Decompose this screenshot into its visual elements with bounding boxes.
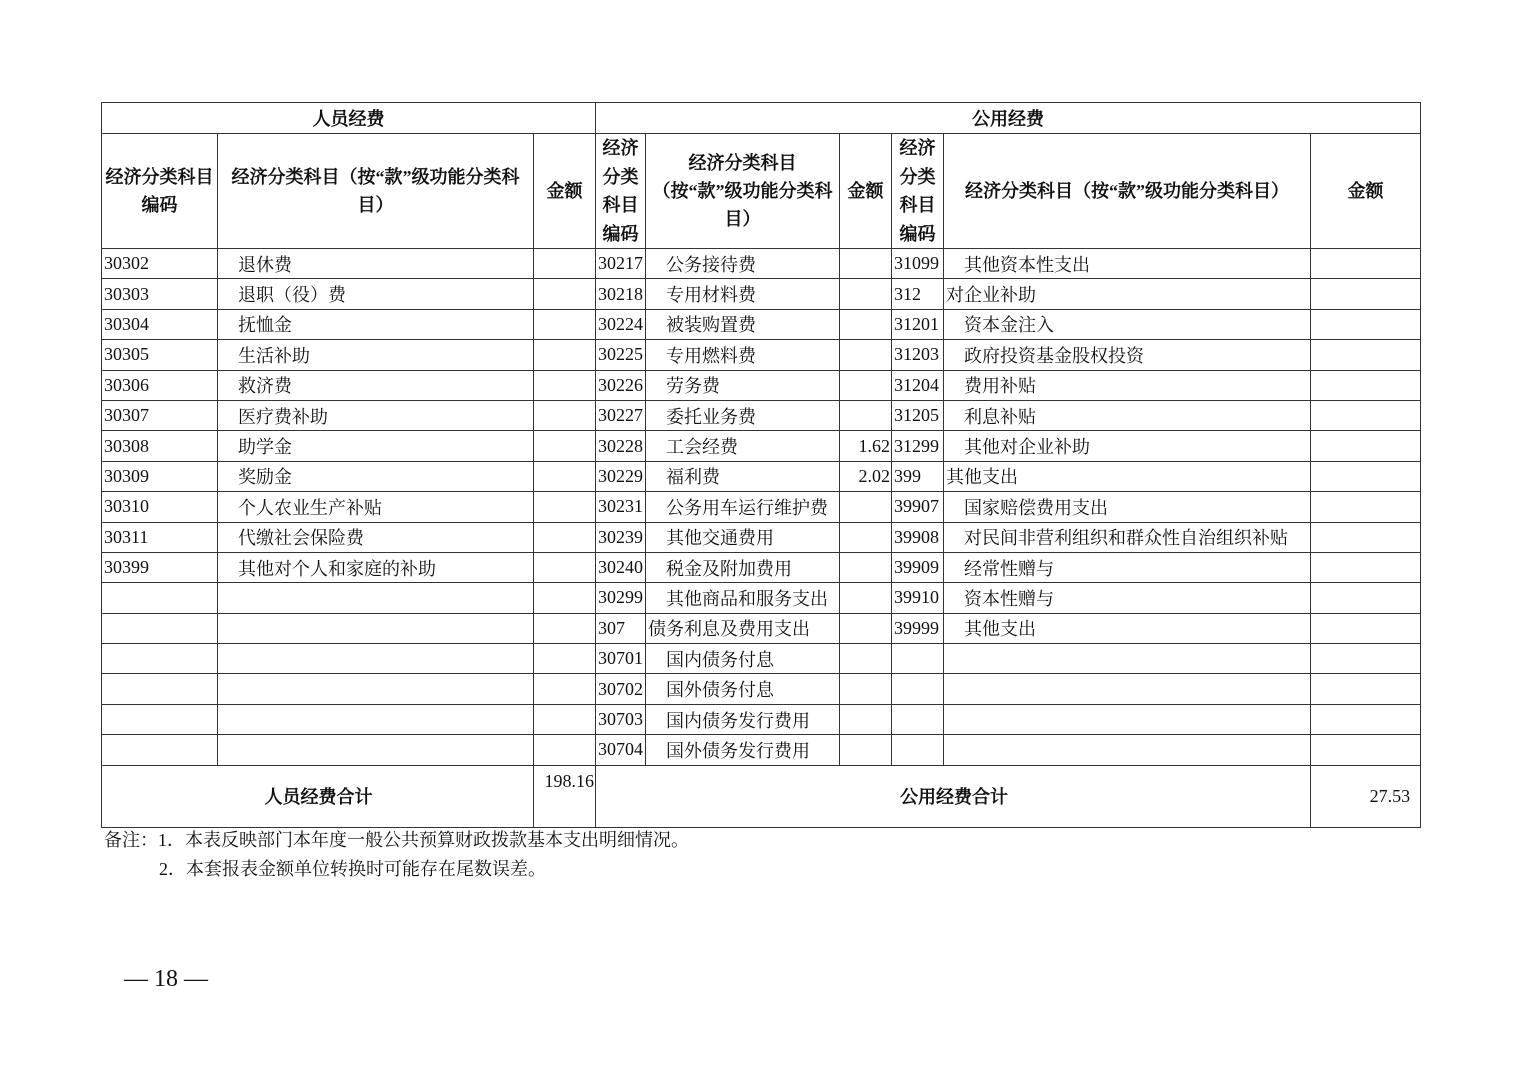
- mid-amount-cell: [840, 370, 892, 400]
- mid-code-cell: 30231: [596, 492, 646, 522]
- table-row: [102, 431, 1421, 461]
- right-amount-cell: [1311, 431, 1421, 461]
- right-code-cell: 39999: [892, 613, 944, 643]
- left-amount-cell: [534, 522, 596, 552]
- note-line-1: 备注：1．本表反映部门本年度一般公共预算财政拨款基本支出明细情况。: [104, 830, 689, 850]
- right-code-cell: 312: [892, 279, 944, 309]
- left-amount-cell: [534, 674, 596, 704]
- right-code-cell: [892, 644, 944, 674]
- right-amount-cell: [1311, 461, 1421, 491]
- left-name-cell-text: 救济费: [238, 376, 292, 397]
- left-name-cell: [218, 583, 534, 613]
- right-amount-cell: [1311, 309, 1421, 339]
- right-amount-cell: [1311, 279, 1421, 309]
- mid-name-cell: [646, 552, 840, 582]
- left-name-cell-text: 退职（役）费: [238, 285, 346, 306]
- right-name-cell-text: 其他资本性支出: [964, 254, 1091, 275]
- left-code-cell: [102, 583, 218, 613]
- right-code-cell: [892, 704, 944, 734]
- mid-amount-cell: [840, 735, 892, 765]
- right-name-cell: [944, 644, 1311, 674]
- mid-name-cell-text: 被装购置费: [666, 315, 757, 336]
- right-code-cell: [892, 674, 944, 704]
- mid-name-cell: [646, 704, 840, 734]
- left-amount-cell: [534, 735, 596, 765]
- left-name-cell: [218, 309, 534, 339]
- left-name-cell-text: 奖励金: [238, 467, 292, 488]
- mid-amount-cell: [840, 583, 892, 613]
- left-code-cell: 30306: [102, 370, 218, 400]
- right-name-cell-text: 政府投资基金股权投资: [964, 345, 1145, 366]
- left-code-cell: 30311: [102, 522, 218, 552]
- mid-name-cell-text: 国外债务付息: [666, 680, 775, 701]
- right-name-cell: [944, 370, 1311, 400]
- mid-code-cell: 30226: [596, 370, 646, 400]
- table-row: [102, 522, 1421, 552]
- left-code-cell: [102, 704, 218, 734]
- mid-code-cell: 30701: [596, 644, 646, 674]
- mid-name-cell-text: 劳务费: [666, 376, 721, 397]
- right-amount-header: 金额: [1311, 134, 1421, 249]
- left-name-cell: [218, 431, 534, 461]
- mid-name-cell-text: 其他交通费用: [666, 528, 775, 549]
- right-code-cell: 31099: [892, 249, 944, 279]
- right-amount-cell: [1311, 674, 1421, 704]
- right-name-cell: [944, 400, 1311, 430]
- mid-name-cell: [646, 309, 840, 339]
- mid-name-cell-text: 专用材料费: [666, 285, 757, 306]
- left-name-cell: [218, 704, 534, 734]
- personnel-total-value: 198.16: [534, 765, 596, 827]
- mid-name-cell-text: 专用燃料费: [666, 345, 757, 366]
- left-code-cell: [102, 613, 218, 643]
- left-name-cell: [218, 644, 534, 674]
- mid-name-cell: [646, 400, 840, 430]
- mid-name-cell-text: 国内债务付息: [666, 649, 775, 670]
- mid-name-cell-text: 国外债务发行费用: [666, 740, 811, 761]
- left-name-cell: [218, 461, 534, 491]
- left-name-cell-text: [220, 709, 238, 729]
- left-name-cell-text: [220, 587, 238, 607]
- right-code-cell: 31204: [892, 370, 944, 400]
- note-line-2: 2．本套报表金额单位转换时可能存在尾数误差。: [159, 859, 546, 879]
- right-name-cell: [944, 583, 1311, 613]
- public-total-label: 公用经费合计: [596, 765, 1311, 827]
- totals-row: [102, 765, 1421, 827]
- table-row: [102, 674, 1421, 704]
- right-name-cell: [944, 552, 1311, 582]
- left-code-cell: 30303: [102, 279, 218, 309]
- right-name-cell: [944, 674, 1311, 704]
- left-name-cell-text: [220, 618, 238, 638]
- left-name-cell: [218, 674, 534, 704]
- mid-code-cell: 30240: [596, 552, 646, 582]
- right-amount-cell: [1311, 735, 1421, 765]
- mid-code-cell: 30218: [596, 279, 646, 309]
- left-amount-cell: [534, 370, 596, 400]
- right-name-cell: 其他支出: [944, 461, 1311, 491]
- left-code-cell: 30304: [102, 309, 218, 339]
- right-name-cell-text: 其他对企业补助: [964, 437, 1091, 458]
- page-number: — 18 —: [124, 966, 208, 992]
- public-section-title: 公用经费: [596, 103, 1421, 134]
- right-amount-cell: [1311, 370, 1421, 400]
- left-name-cell-text: 其他对个人和家庭的补助: [238, 558, 436, 579]
- mid-name-cell: [646, 583, 840, 613]
- left-name-cell: [218, 522, 534, 552]
- left-code-cell: 30309: [102, 461, 218, 491]
- mid-name-cell: 债务利息及费用支出: [646, 613, 840, 643]
- mid-amount-cell: [840, 644, 892, 674]
- right-amount-cell: [1311, 522, 1421, 552]
- left-name-cell-text: 生活补助: [238, 345, 310, 366]
- mid-name-cell: [646, 431, 840, 461]
- left-amount-cell: [534, 552, 596, 582]
- right-code-cell: 39908: [892, 522, 944, 552]
- left-name-cell: [218, 552, 534, 582]
- mid-amount-cell: [840, 279, 892, 309]
- left-name-cell-text: 代缴社会保险费: [238, 528, 364, 549]
- mid-code-cell: 307: [596, 613, 646, 643]
- table-row: [102, 309, 1421, 339]
- right-code-cell: 31203: [892, 340, 944, 370]
- left-name-cell-text: [220, 648, 238, 668]
- right-code-cell: 39909: [892, 552, 944, 582]
- mid-code-cell: 30229: [596, 461, 646, 491]
- table-row: [102, 279, 1421, 309]
- left-name-cell: [218, 735, 534, 765]
- right-name-cell: [944, 340, 1311, 370]
- mid-name-cell: [646, 674, 840, 704]
- mid-name-cell-text: 税金及附加费用: [666, 558, 793, 579]
- table-row: [102, 552, 1421, 582]
- right-code-cell: 31201: [892, 309, 944, 339]
- table-row: [102, 613, 1421, 643]
- mid-amount-header: 金额: [840, 134, 892, 249]
- right-amount-cell: [1311, 340, 1421, 370]
- left-amount-cell: [534, 461, 596, 491]
- left-code-cell: 30399: [102, 552, 218, 582]
- left-code-cell: 30307: [102, 400, 218, 430]
- mid-name-cell: [646, 340, 840, 370]
- mid-name-cell: [646, 735, 840, 765]
- mid-code-cell: 30217: [596, 249, 646, 279]
- right-amount-cell: [1311, 704, 1421, 734]
- left-amount-cell: [534, 279, 596, 309]
- left-amount-cell: [534, 613, 596, 643]
- mid-code-cell: 30704: [596, 735, 646, 765]
- right-name-cell: [944, 735, 1311, 765]
- mid-name-cell-text: 其他商品和服务支出: [666, 588, 829, 609]
- mid-amount-cell: 1.62: [840, 431, 892, 461]
- mid-name-cell-text: 工会经费: [666, 437, 739, 458]
- mid-code-cell: 30299: [596, 583, 646, 613]
- public-total-value: 27.53: [1311, 765, 1421, 827]
- mid-name-cell-text: 公务用车运行维护费: [666, 497, 829, 518]
- left-name-cell: [218, 249, 534, 279]
- left-name-cell-text: 抚恤金: [238, 315, 292, 336]
- left-name-cell-text: 医疗费补助: [238, 406, 328, 427]
- table-row: [102, 249, 1421, 279]
- left-code-cell: 30310: [102, 492, 218, 522]
- right-code-cell: 39907: [892, 492, 944, 522]
- mid-amount-cell: [840, 674, 892, 704]
- mid-amount-cell: [840, 340, 892, 370]
- mid-amount-cell: [840, 249, 892, 279]
- mid-code-cell: 30228: [596, 431, 646, 461]
- left-name-cell: [218, 370, 534, 400]
- right-amount-cell: [1311, 613, 1421, 643]
- expenditure-detail-table: [101, 102, 1421, 828]
- left-amount-cell: [534, 704, 596, 734]
- left-name-cell: [218, 492, 534, 522]
- left-code-cell: 30308: [102, 431, 218, 461]
- mid-name-cell: [646, 249, 840, 279]
- left-code-cell: 30302: [102, 249, 218, 279]
- left-name-cell: [218, 340, 534, 370]
- mid-code-cell: 30239: [596, 522, 646, 552]
- right-name-cell-text: 经常性赠与: [964, 558, 1055, 579]
- mid-name-cell-text: 国内债务发行费用: [666, 710, 811, 731]
- right-code-cell: 31205: [892, 400, 944, 430]
- right-name-cell: [944, 309, 1311, 339]
- right-name-cell-text: 资本金注入: [964, 315, 1055, 336]
- table-row: [102, 340, 1421, 370]
- mid-amount-cell: [840, 704, 892, 734]
- left-name-cell-text: 个人农业生产补贴: [238, 497, 382, 518]
- left-name-cell-text: 助学金: [238, 437, 292, 458]
- left-amount-header: 金额: [534, 134, 596, 249]
- left-name-cell: [218, 613, 534, 643]
- left-amount-cell: [534, 400, 596, 430]
- mid-amount-cell: [840, 492, 892, 522]
- left-amount-cell: [534, 249, 596, 279]
- right-amount-cell: [1311, 249, 1421, 279]
- mid-code-cell: 30702: [596, 674, 646, 704]
- right-code-cell: 31299: [892, 431, 944, 461]
- left-code-cell: [102, 644, 218, 674]
- table-row: [102, 461, 1421, 491]
- table-row: [102, 644, 1421, 674]
- left-amount-cell: [534, 644, 596, 674]
- section-header-row: [102, 103, 1421, 134]
- right-name-cell: [944, 492, 1311, 522]
- mid-code-cell: 30227: [596, 400, 646, 430]
- right-amount-cell: [1311, 400, 1421, 430]
- left-code-header: 经济分类科目编码: [102, 134, 218, 249]
- mid-name-cell: [646, 492, 840, 522]
- mid-amount-cell: [840, 613, 892, 643]
- table-row: [102, 583, 1421, 613]
- mid-code-cell: 30703: [596, 704, 646, 734]
- right-amount-cell: [1311, 583, 1421, 613]
- mid-name-cell-text: 委托业务费: [666, 406, 757, 427]
- left-code-cell: 30305: [102, 340, 218, 370]
- table-row: [102, 400, 1421, 430]
- right-code-cell: 39910: [892, 583, 944, 613]
- right-name-cell-text: 费用补贴: [964, 376, 1037, 397]
- right-amount-cell: [1311, 552, 1421, 582]
- personnel-section-title: 人员经费: [102, 103, 596, 134]
- right-name-cell-text: 对民间非营利组织和群众性自治组织补贴: [964, 528, 1289, 549]
- mid-name-cell-text: 公务接待费: [666, 254, 757, 275]
- mid-code-cell: 30224: [596, 309, 646, 339]
- left-amount-cell: [534, 492, 596, 522]
- personnel-total-label: 人员经费合计: [102, 765, 534, 827]
- left-code-cell: [102, 674, 218, 704]
- mid-code-cell: 30225: [596, 340, 646, 370]
- mid-name-cell: [646, 644, 840, 674]
- left-name-cell: [218, 279, 534, 309]
- mid-name-cell: [646, 279, 840, 309]
- mid-name-cell: [646, 370, 840, 400]
- right-name-cell-text: 利息补贴: [964, 406, 1037, 427]
- right-name-cell: [944, 704, 1311, 734]
- mid-name-cell: [646, 522, 840, 552]
- right-code-cell: [892, 735, 944, 765]
- left-name-cell: [218, 400, 534, 430]
- mid-name-cell: [646, 461, 840, 491]
- right-amount-cell: [1311, 644, 1421, 674]
- right-name-cell-text: 资本性赠与: [964, 588, 1055, 609]
- mid-amount-cell: [840, 552, 892, 582]
- right-amount-cell: [1311, 492, 1421, 522]
- mid-name-header: 经济分类科目（按“款”级功能分类科目）: [646, 134, 840, 249]
- table-row: [102, 704, 1421, 734]
- left-amount-cell: [534, 583, 596, 613]
- mid-code-header: 经济分类科目编码: [596, 134, 646, 249]
- left-code-cell: [102, 735, 218, 765]
- mid-amount-cell: [840, 309, 892, 339]
- right-name-cell: [944, 613, 1311, 643]
- right-name-cell-text: 其他支出: [964, 619, 1037, 640]
- right-name-cell: 对企业补助: [944, 279, 1311, 309]
- table-row: [102, 735, 1421, 765]
- mid-amount-cell: [840, 400, 892, 430]
- left-amount-cell: [534, 431, 596, 461]
- mid-amount-cell: [840, 522, 892, 552]
- table-row: [102, 370, 1421, 400]
- left-name-cell-text: [220, 679, 238, 699]
- right-name-header: 经济分类科目（按“款”级功能分类科目）: [944, 134, 1311, 249]
- right-code-cell: 399: [892, 461, 944, 491]
- left-amount-cell: [534, 309, 596, 339]
- left-name-header: 经济分类科目（按“款”级功能分类科目）: [218, 134, 534, 249]
- column-header-row: [102, 134, 1421, 249]
- left-amount-cell: [534, 340, 596, 370]
- left-name-cell-text: 退休费: [238, 254, 292, 275]
- right-name-cell: [944, 431, 1311, 461]
- table-row: [102, 492, 1421, 522]
- right-name-cell: [944, 249, 1311, 279]
- right-name-cell: [944, 522, 1311, 552]
- mid-amount-cell: 2.02: [840, 461, 892, 491]
- left-name-cell-text: [220, 739, 238, 759]
- right-code-header: 经济分类科目编码: [892, 134, 944, 249]
- right-name-cell-text: 国家赔偿费用支出: [964, 497, 1109, 518]
- mid-name-cell-text: 福利费: [666, 467, 721, 488]
